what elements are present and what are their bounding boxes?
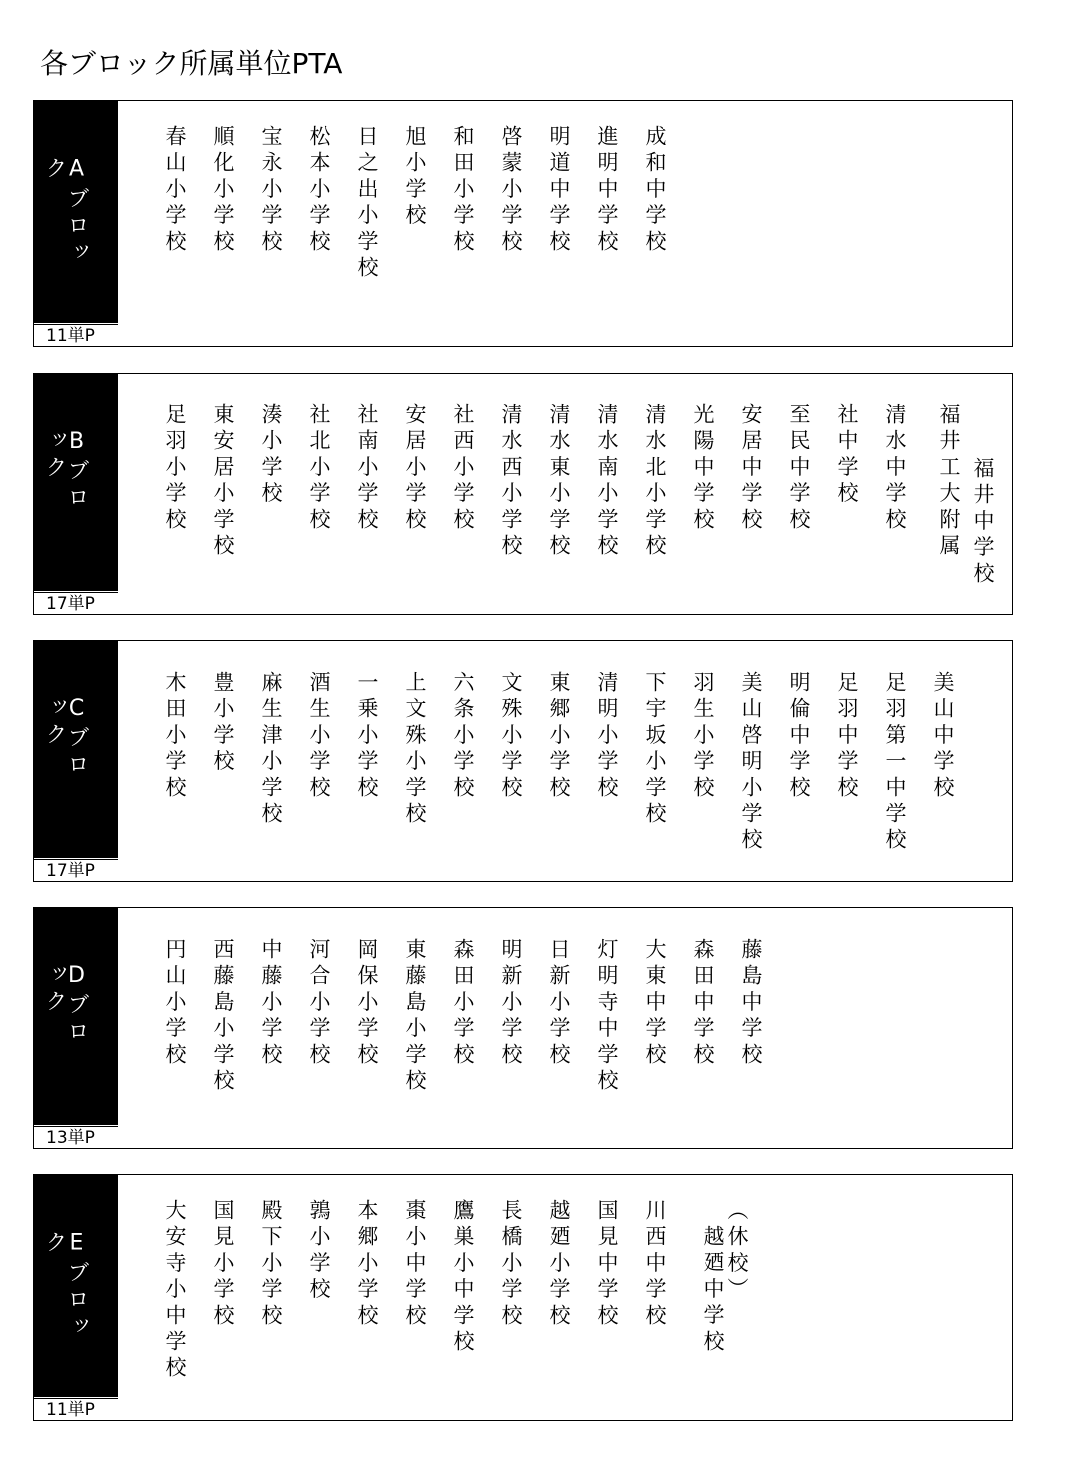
school-name: 安居小学校	[403, 403, 427, 534]
school-name: 麻生津小学校	[259, 671, 283, 829]
school-name: 上文殊小学校	[403, 671, 427, 829]
school-name: 国見中学校	[595, 1199, 619, 1330]
block-label	[34, 1175, 118, 1397]
school-name: 清水南小学校	[595, 403, 619, 561]
school-name: 明道中学校	[547, 125, 571, 256]
block-name: Bブロック	[42, 428, 89, 513]
block-label	[34, 374, 118, 591]
school-name: 川西中学校	[643, 1199, 667, 1330]
school-name: 美山啓明小学校	[739, 671, 763, 855]
school-name: 藤島中学校	[739, 938, 763, 1069]
school-name: 大安寺小中学校	[163, 1199, 187, 1383]
school-name: 宝永小学校	[259, 125, 283, 256]
school-name: 清水西小学校	[499, 403, 523, 561]
school-name: 大東中学校	[643, 938, 667, 1069]
school-name: 和田小学校	[451, 125, 475, 256]
school-name: 国見小学校	[211, 1199, 235, 1330]
school-name: 下宇坂小学校	[643, 671, 667, 829]
school-name: 成和中学校	[643, 125, 667, 256]
school-name: 社南小学校	[355, 403, 379, 534]
school-name: 酒生小学校	[307, 671, 331, 802]
school-name: 河合小学校	[307, 938, 331, 1069]
block-count: 11単P	[34, 1398, 118, 1420]
school-name: 足羽中学校	[835, 671, 859, 802]
school-name: 森田中学校	[691, 938, 715, 1069]
school-name: 羽生小学校	[691, 671, 715, 802]
school-name: 明倫中学校	[787, 671, 811, 802]
school-name: 福井中学校	[971, 457, 995, 588]
school-name: 六条小学校	[451, 671, 475, 802]
school-name: 足羽小学校	[163, 403, 187, 534]
school-name: 岡保小学校	[355, 938, 379, 1069]
school-name: 棗小中学校	[403, 1199, 427, 1330]
school-name: 中藤小学校	[259, 938, 283, 1069]
school-name: 福井工大附属	[937, 403, 961, 561]
school-name: 美山中学校	[931, 671, 955, 802]
block-name: Cブロック	[42, 695, 89, 780]
school-name: （休校）	[725, 1199, 749, 1304]
school-name: 社西小学校	[451, 403, 475, 534]
block-name: Dブロック	[42, 962, 89, 1047]
school-name: 進明中学校	[595, 125, 619, 256]
block-a	[33, 100, 1013, 347]
block-count: 17単P	[34, 859, 118, 881]
school-name: 東郷小学校	[547, 671, 571, 802]
block-d	[33, 907, 1013, 1149]
school-name: 順化小学校	[211, 125, 235, 256]
block-label	[34, 908, 118, 1125]
school-name: 社中学校	[835, 403, 859, 508]
block-e	[33, 1174, 1013, 1421]
school-name: 日新小学校	[547, 938, 571, 1069]
school-name: 清水中学校	[883, 403, 907, 534]
page-title: 各ブロック所属単位PTA	[40, 47, 343, 80]
school-name: 松本小学校	[307, 125, 331, 256]
block-name: Eブロック	[42, 1230, 89, 1342]
school-name: 越廼小学校	[547, 1199, 571, 1330]
school-name: 春山小学校	[163, 125, 187, 256]
block-count: 11単P	[34, 324, 118, 346]
school-name: 旭小学校	[403, 125, 427, 230]
block-b	[33, 373, 1013, 615]
school-name: 湊小学校	[259, 403, 283, 508]
school-name: 豊小学校	[211, 671, 235, 776]
block-c	[33, 640, 1013, 882]
school-name: 社北小学校	[307, 403, 331, 534]
school-name: 森田小学校	[451, 938, 475, 1069]
block-label	[34, 641, 118, 858]
school-name: 東安居小学校	[211, 403, 235, 561]
school-name: 東藤島小学校	[403, 938, 427, 1096]
block-count: 17単P	[34, 592, 118, 614]
school-name: 明新小学校	[499, 938, 523, 1069]
block-label	[34, 101, 118, 323]
school-name: 至民中学校	[787, 403, 811, 534]
school-name: 足羽第一中学校	[883, 671, 907, 855]
school-name: 木田小学校	[163, 671, 187, 802]
school-name: 西藤島小学校	[211, 938, 235, 1096]
school-name: 清明小学校	[595, 671, 619, 802]
school-name: 一乗小学校	[355, 671, 379, 802]
school-name: 越廼中学校	[701, 1225, 725, 1356]
school-name: 安居中学校	[739, 403, 763, 534]
school-name: 本郷小学校	[355, 1199, 379, 1330]
school-name: 長橋小学校	[499, 1199, 523, 1330]
school-name: 灯明寺中学校	[595, 938, 619, 1096]
school-name: 清水北小学校	[643, 403, 667, 561]
block-count: 13単P	[34, 1126, 118, 1148]
school-name: 日之出小学校	[355, 125, 379, 283]
school-name: 啓蒙小学校	[499, 125, 523, 256]
school-name: 清水東小学校	[547, 403, 571, 561]
school-name: 円山小学校	[163, 938, 187, 1069]
school-name: 文殊小学校	[499, 671, 523, 802]
school-name: 鷹巣小中学校	[451, 1199, 475, 1357]
school-name: 光陽中学校	[691, 403, 715, 534]
school-name: 鶉小学校	[307, 1199, 331, 1304]
block-name: Aブロック	[42, 156, 89, 268]
school-name: 殿下小学校	[259, 1199, 283, 1330]
